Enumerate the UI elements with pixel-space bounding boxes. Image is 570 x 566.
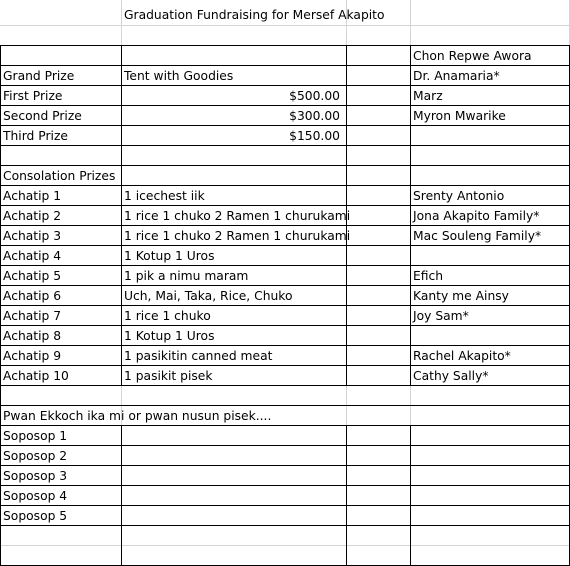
table-border [0, 445, 570, 446]
table-border [346, 425, 347, 566]
consolation-donor: Rachel Akapito* [413, 349, 511, 363]
grid-row-line [0, 545, 570, 546]
consolation-donor: Joy Sam* [413, 309, 469, 323]
table-border [0, 265, 570, 266]
consolation-item: 1 pasikitin canned meat [124, 349, 273, 363]
table-border [410, 425, 411, 566]
table-border [410, 45, 411, 386]
table-border [0, 485, 570, 486]
donor-column-header: Chon Repwe Awora [413, 49, 532, 63]
prize-donor: Marz [413, 89, 443, 103]
consolation-donor: Efich [413, 269, 444, 283]
prize-label: Second Prize [3, 109, 82, 123]
consolation-heading: Consolation Prizes [3, 169, 116, 183]
table-border [0, 465, 570, 466]
consolation-item: 1 rice 1 chuko 2 Ramen 1 churukami [124, 229, 351, 243]
table-border [121, 425, 122, 566]
consolation-item: 1 rice 1 chuko 2 Ramen 1 churukami [124, 209, 351, 223]
consolation-label: Achatip 4 [3, 249, 62, 263]
soposop-label: Soposop 4 [3, 489, 68, 503]
prize-amount: $500.00 [289, 89, 340, 103]
consolation-label: Achatip 9 [3, 349, 62, 363]
prize-label: First Prize [3, 89, 63, 103]
consolation-item: 1 pik a nimu maram [124, 269, 249, 283]
prize-amount [124, 66, 340, 86]
consolation-item: Uch, Mai, Taka, Rice, Chuko [124, 289, 293, 303]
prize-label: Grand Prize [3, 69, 75, 83]
prize-donor: Dr. Anamaria* [413, 69, 500, 83]
consolation-label: Achatip 6 [3, 289, 62, 303]
grid-row-line [0, 25, 570, 26]
consolation-label: Achatip 7 [3, 309, 62, 323]
consolation-label: Achatip 3 [3, 229, 62, 243]
table-border [0, 325, 570, 326]
prize-item: Tent with Goodies [124, 69, 234, 83]
consolation-item: 1 Kotup 1 Uros [124, 329, 215, 343]
table-border [121, 45, 122, 386]
consolation-item: 1 icechest iik [124, 189, 205, 203]
table-border [0, 505, 570, 506]
soposop-label: Soposop 5 [3, 509, 68, 523]
consolation-label: Achatip 1 [3, 189, 62, 203]
consolation-donor: Mac Souleng Family* [413, 229, 542, 243]
consolation-donor: Kanty me Ainsy [413, 289, 509, 303]
table-border [0, 525, 570, 526]
consolation-donor: Cathy Sally* [413, 369, 489, 383]
consolation-label: Achatip 5 [3, 269, 62, 283]
prize-label: Third Prize [3, 129, 68, 143]
consolation-item: 1 pasikit pisek [124, 369, 213, 383]
consolation-label: Achatip 8 [3, 329, 62, 343]
prize-donor: Myron Mwarike [413, 109, 506, 123]
prize-amount: $300.00 [289, 109, 340, 123]
consolation-label: Achatip 2 [3, 209, 62, 223]
soposop-label: Soposop 2 [3, 449, 68, 463]
consolation-item: 1 rice 1 chuko [124, 309, 211, 323]
note-text: Pwan Ekkoch ika mi or pwan nusun pisek.... [3, 409, 272, 423]
consolation-donor: Srenty Antonio [413, 189, 505, 203]
consolation-label: Achatip 10 [3, 369, 69, 383]
consolation-item: 1 Kotup 1 Uros [124, 249, 215, 263]
prize-amount: $150.00 [289, 129, 340, 143]
sheet-title: Graduation Fundraising for Mersef Akapito [124, 8, 385, 22]
consolation-donor: Jona Akapito Family* [413, 209, 540, 223]
soposop-label: Soposop 3 [3, 469, 68, 483]
soposop-label: Soposop 1 [3, 429, 68, 443]
